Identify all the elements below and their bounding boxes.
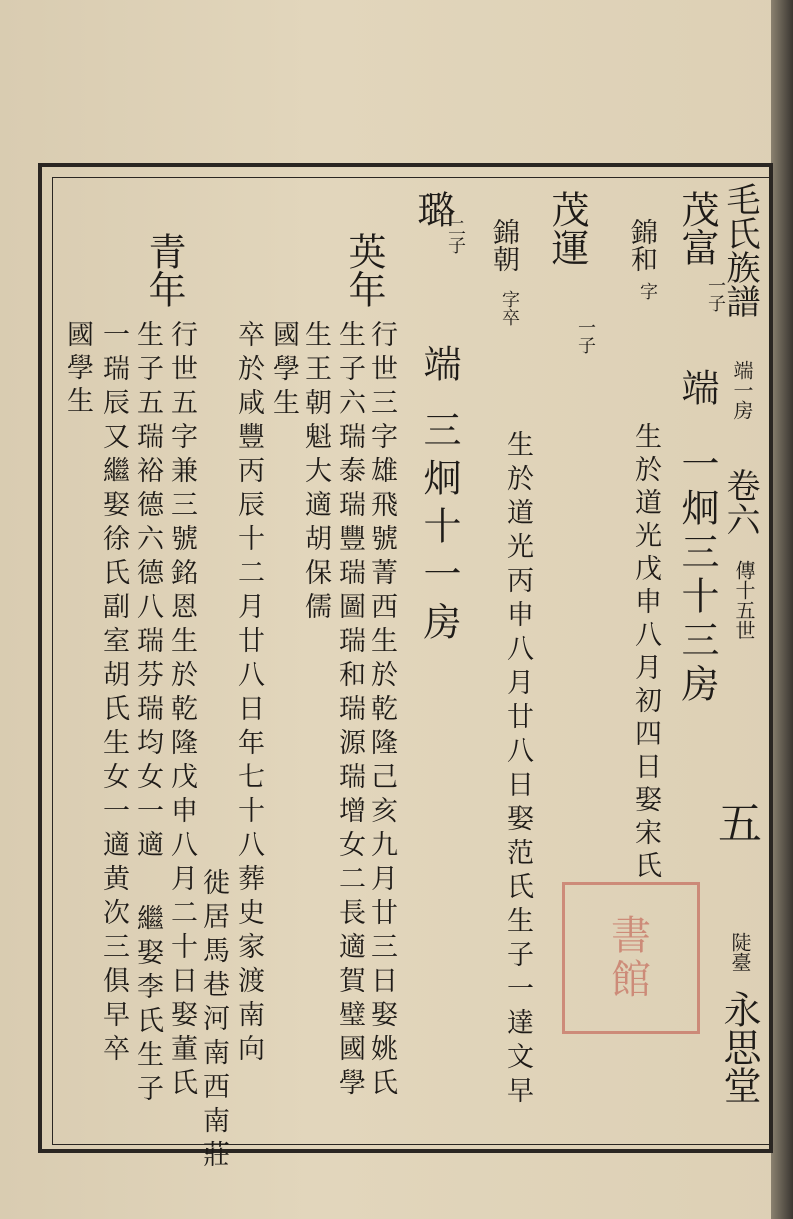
entry-name: 錦和 xyxy=(626,218,657,272)
book-title: 毛氏族譜 xyxy=(720,182,760,318)
entry-note: 一子 xyxy=(575,318,596,354)
entry-detail: 生子六瑞泰瑞豐瑞圖瑞和瑞源瑞增女二長適賀璧國學 xyxy=(334,320,365,1102)
entry-note: 字 xyxy=(637,282,658,300)
entry-name: 茂運 xyxy=(545,190,589,266)
folio-number: 五 xyxy=(710,800,761,844)
branch-head: 端 xyxy=(675,368,719,406)
library-seal-stamp xyxy=(562,882,700,1034)
entry-detail: 生子五瑞裕德六德八瑞芬瑞均女一適 xyxy=(132,320,163,864)
seal-text: 書館 xyxy=(611,913,651,1003)
entry-detail: 國學生 xyxy=(62,320,93,419)
entry-detail: 國學生 xyxy=(268,320,299,422)
entry-note: 繼娶李氏生子 xyxy=(132,904,163,1108)
entry-detail: 徙居馬巷河南西南莊 xyxy=(198,868,229,1174)
entry-name: 茂富 xyxy=(675,190,719,266)
branch-head: 端 xyxy=(417,344,461,382)
hall-name: 永思堂 xyxy=(717,990,761,1104)
entry-name: 璐 xyxy=(411,190,455,228)
entry-detail: 生於道光戊申八月初四日娶宋氏 xyxy=(630,422,661,884)
entry-detail: 行世三字雄飛號菁西生於乾隆己亥九月廿三日娶姚氏 xyxy=(366,320,397,1102)
entry-note: 一子 xyxy=(705,276,726,312)
subtitle-label: 傳十五世 xyxy=(732,560,756,640)
entry-name: 青年 xyxy=(142,232,186,308)
entry-detail: 一瑞辰又繼娶徐氏副室胡氏生女一適黄次三俱早卒 xyxy=(98,320,129,1068)
volume-label: 卷六 xyxy=(720,468,760,536)
entry-detail: 卒於咸豐丙辰十二月廿八日年七十八葬史家渡南向 xyxy=(233,320,264,1068)
branch-title: 一炯三十三房 xyxy=(675,444,719,708)
entry-detail: 行世五字兼三號銘恩生於乾隆戊申八月二十日娶董氏 xyxy=(166,320,197,1102)
entry-note: 二子 xyxy=(445,218,466,254)
hall-label: 陡臺 xyxy=(728,932,752,972)
book-spine xyxy=(771,0,793,1219)
entry-note: 字卒 xyxy=(499,290,520,326)
branch-title: 三炯十一房 xyxy=(417,410,461,650)
entry-detail: 生王朝魁大適胡保儒 xyxy=(300,320,331,626)
entry-name: 英年 xyxy=(342,232,386,308)
entry-name: 錦朝 xyxy=(488,218,519,272)
entry-detail: 生於道光丙申八月廿八日娶范氏生子一達文早 xyxy=(502,430,533,1110)
section-label: 端一房 xyxy=(730,360,754,420)
